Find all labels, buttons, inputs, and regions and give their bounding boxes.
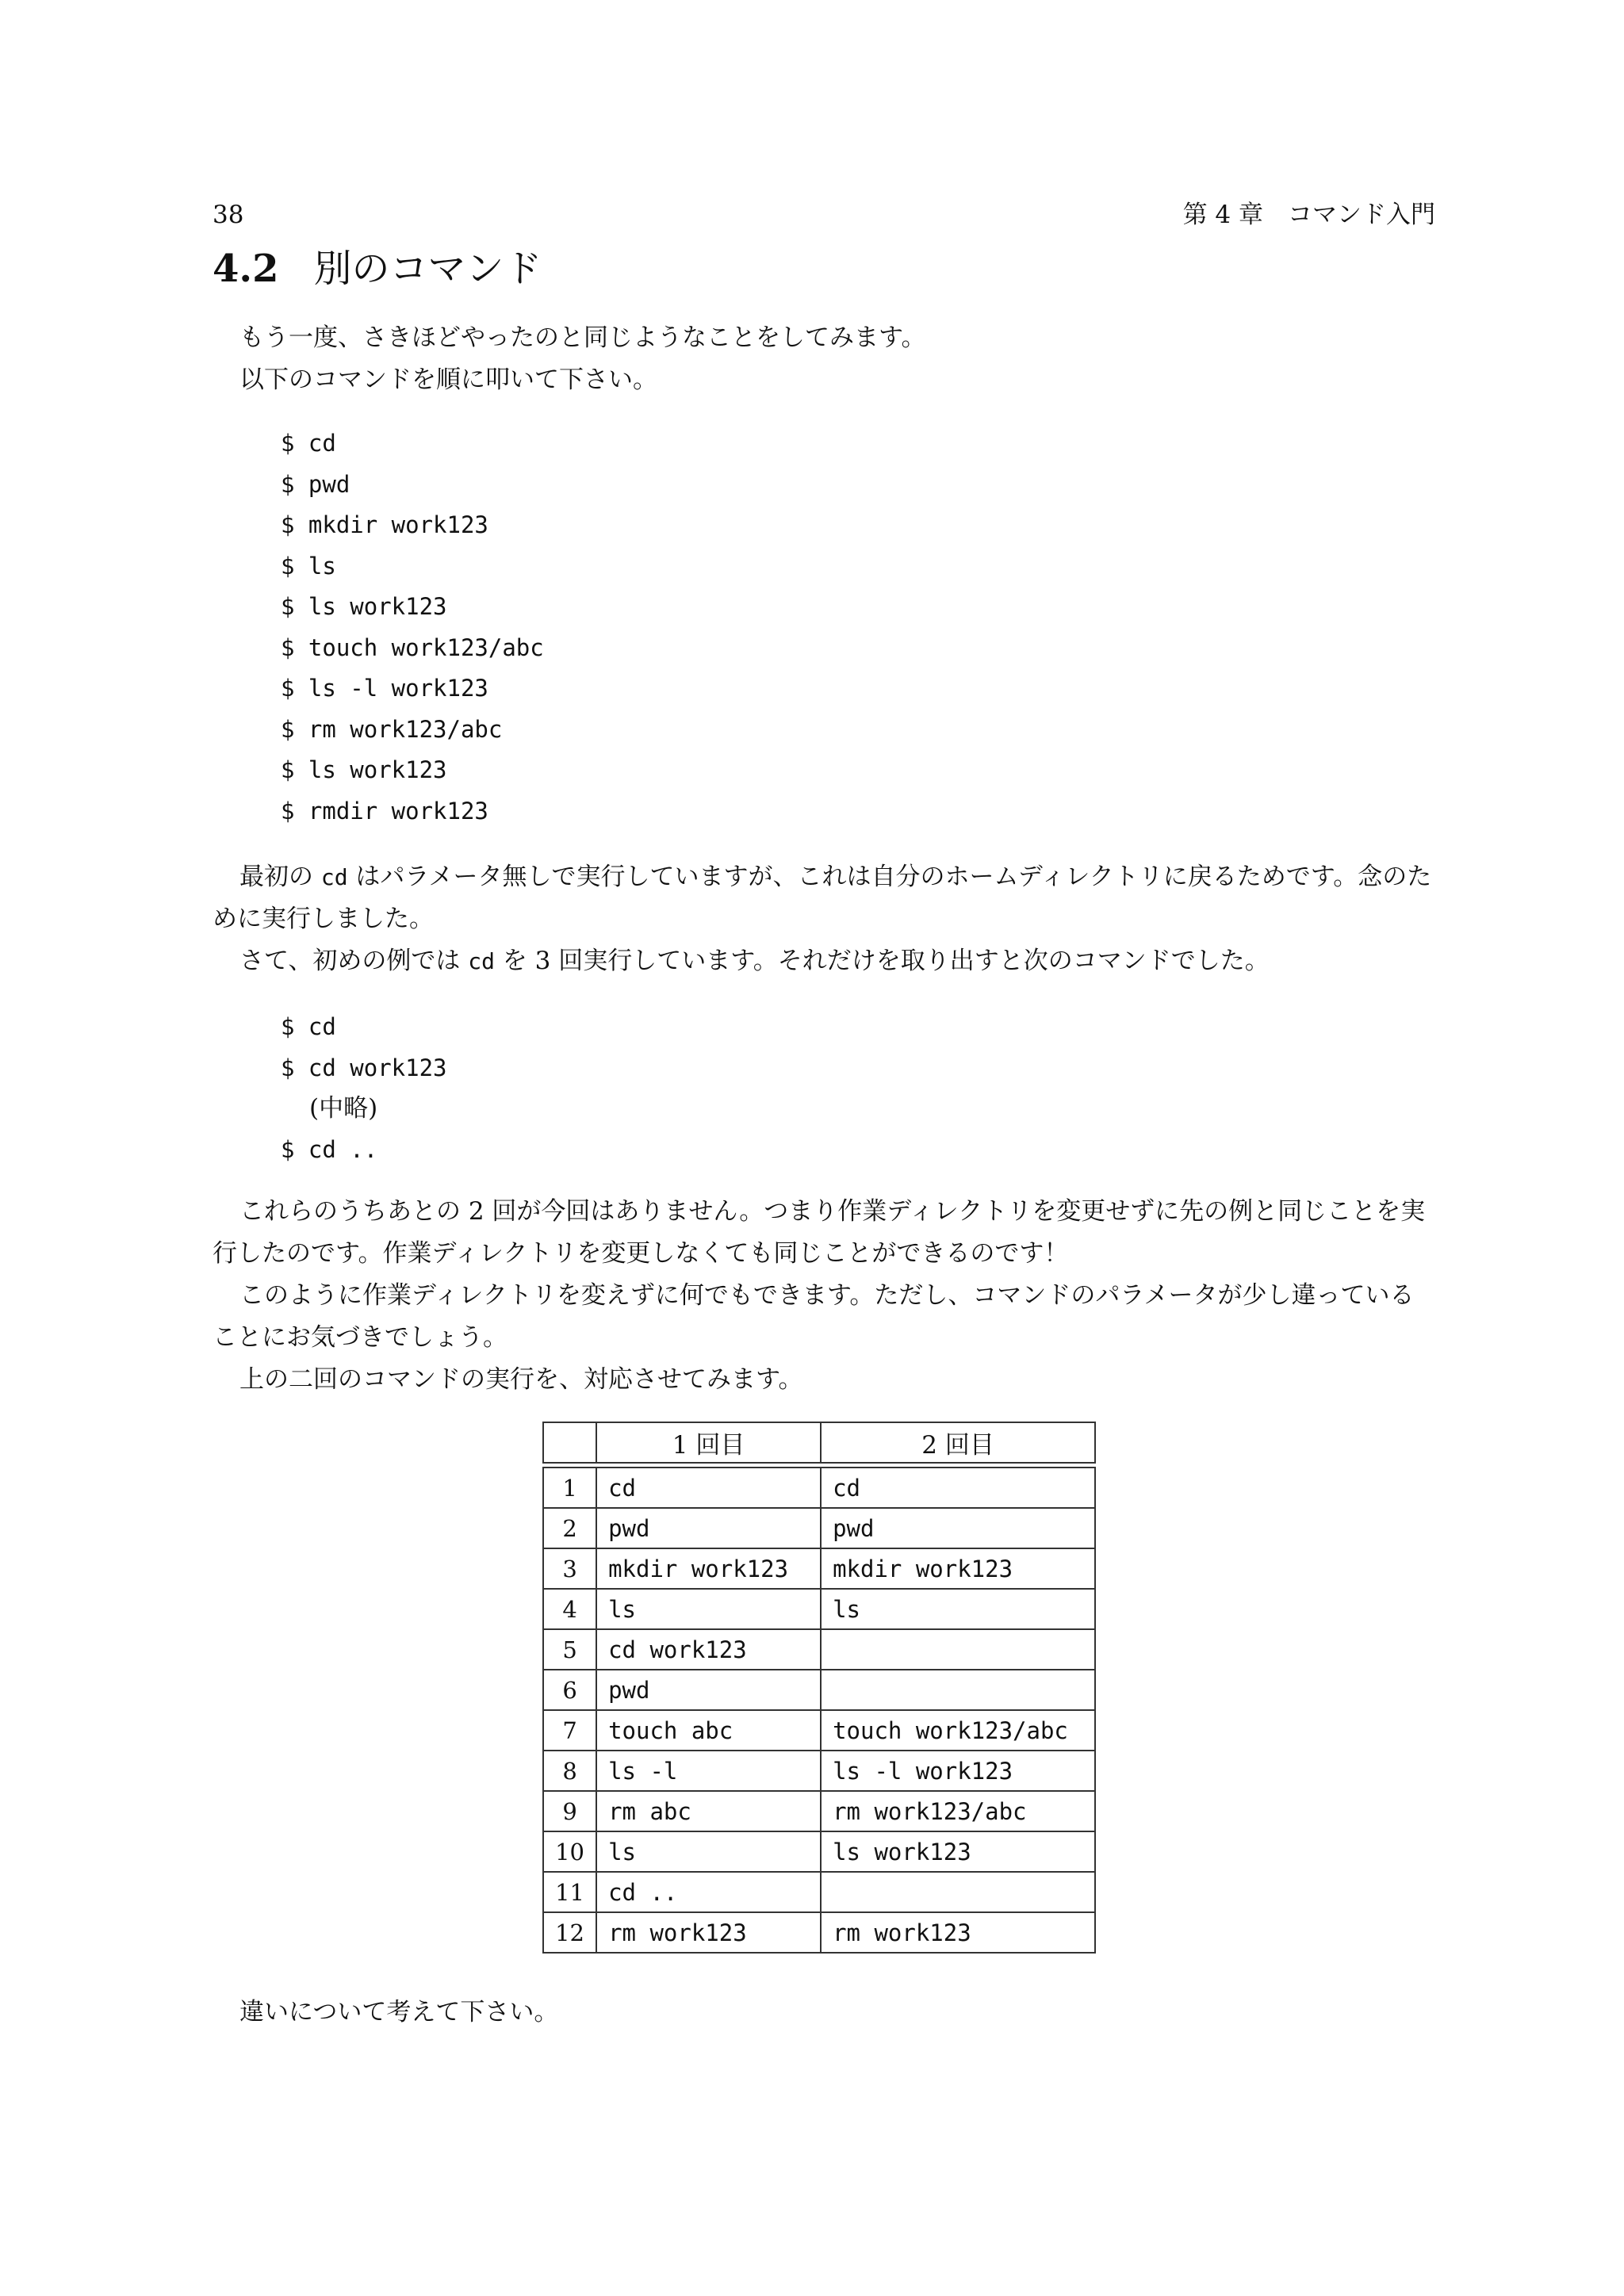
row-index: 10 (543, 1831, 596, 1872)
second-run-cell: rm work123/abc (821, 1791, 1095, 1831)
row-index: 6 (543, 1670, 596, 1710)
table-row (543, 1468, 1095, 1508)
discussion-line-3: 上の二回のコマンドの実行を、対応させてみます。 (239, 1365, 803, 1394)
table-row (543, 1831, 1095, 1872)
discussion-line-2: このように作業ディレクトリを変えずに何でもできます。ただし、コマンドのパラメータが少し違っていることにお気づきでしょう。 (213, 1281, 1415, 1352)
second-run-cell: ls work123 (821, 1831, 1095, 1872)
page-header (213, 197, 1435, 233)
table-header-cell: 1 回目 (596, 1422, 821, 1463)
comparison-table (542, 1422, 1096, 1954)
table-header-row (543, 1422, 1095, 1463)
row-index: 5 (543, 1629, 596, 1670)
first-run-cell: pwd (596, 1508, 821, 1548)
row-index: 11 (543, 1872, 596, 1912)
first-run-cell: cd work123 (596, 1629, 821, 1670)
row-index: 2 (543, 1508, 596, 1548)
second-run-cell: ls -l work123 (821, 1751, 1095, 1791)
command-line: $ pwd (281, 470, 350, 498)
page-number: 38 (213, 201, 244, 229)
command-line: $ touch work123/abc (281, 633, 544, 661)
table-row (543, 1548, 1095, 1589)
intro-paragraph (213, 317, 1435, 401)
table-header-cell: 2 回目 (821, 1422, 1095, 1463)
second-run-cell: mkdir work123 (821, 1548, 1095, 1589)
second-run-cell (821, 1629, 1095, 1670)
first-run-cell: ls (596, 1589, 821, 1629)
table-row (543, 1872, 1095, 1912)
second-run-cell: pwd (821, 1508, 1095, 1548)
table-row (543, 1629, 1095, 1670)
first-run-cell: mkdir work123 (596, 1548, 821, 1589)
first-run-cell: cd .. (596, 1872, 821, 1912)
intro-line-1: もう一度、さきほどやったのと同じようなことをしてみます。 (239, 323, 926, 352)
section-title: 別のコマンド (313, 247, 542, 291)
first-run-cell: rm work123 (596, 1912, 821, 1953)
discussion-paragraph (213, 1191, 1435, 1401)
second-run-cell: rm work123 (821, 1912, 1095, 1953)
command-list-2 (281, 1007, 447, 1170)
discussion-line-1: これらのうちあとの 2 回が今回はありません。つまり作業ディレクトリを変更せずに先の例と同じことを実行したのです。作業ディレクトリを変更しなくても同じことができるのです！ (213, 1197, 1426, 1268)
second-run-cell (821, 1872, 1095, 1912)
row-index: 9 (543, 1791, 596, 1831)
second-run-cell (821, 1670, 1095, 1710)
inline-code: cd (468, 948, 495, 974)
command-line: $ ls work123 (281, 756, 447, 783)
closing-paragraph (213, 1992, 1435, 2034)
table-row (543, 1751, 1095, 1791)
row-index: 1 (543, 1468, 596, 1508)
table-row (543, 1508, 1095, 1548)
command-list-1 (281, 423, 544, 832)
closing-line: 違いについて考えて下さい。 (239, 1998, 559, 2026)
command-line: $ ls work123 (281, 593, 447, 620)
first-run-cell: ls -l (596, 1751, 821, 1791)
table-row (543, 1589, 1095, 1629)
command-line: $ cd (281, 1013, 336, 1040)
intro-line-2: 以下のコマンドを順に叩いて下さい。 (239, 365, 657, 394)
section-heading (213, 244, 542, 293)
explanation-line-b: さて、初めの例では cd を 3 回実行しています。それだけを取り出すと次のコマンドでした。 (239, 947, 1270, 975)
command-line: $ cd work123 (281, 1054, 447, 1081)
explanation-line-a: 最初の cd はパラメータ無しで実行していますが、これは自分のホームディレクトリに戻るためです。念のために実行しました。 (213, 863, 1432, 933)
command-line: $ mkdir work123 (281, 511, 488, 538)
row-index: 3 (543, 1548, 596, 1589)
command-line: $ cd (281, 430, 336, 457)
omission-note: (中略) (309, 1094, 378, 1123)
first-run-cell: pwd (596, 1670, 821, 1710)
row-index: 8 (543, 1751, 596, 1791)
inline-code: cd (320, 864, 348, 890)
command-line: $ ls (281, 552, 336, 580)
first-run-cell: touch abc (596, 1710, 821, 1751)
command-line: $ rm work123/abc (281, 715, 503, 743)
command-line: $ rmdir work123 (281, 797, 488, 825)
second-run-cell: cd (821, 1468, 1095, 1508)
first-run-cell: ls (596, 1831, 821, 1872)
first-run-cell: rm abc (596, 1791, 821, 1831)
row-index: 4 (543, 1589, 596, 1629)
row-index: 12 (543, 1912, 596, 1953)
second-run-cell: touch work123/abc (821, 1710, 1095, 1751)
table-row (543, 1710, 1095, 1751)
running-head: 第 4 章 コマンド入門 (1182, 201, 1435, 229)
table-row (543, 1670, 1095, 1710)
table-header-cell (543, 1422, 596, 1463)
table-row (543, 1912, 1095, 1953)
command-line: $ cd .. (281, 1135, 378, 1163)
row-index: 7 (543, 1710, 596, 1751)
section-number: 4.2 (213, 247, 279, 291)
second-run-cell: ls (821, 1589, 1095, 1629)
table-row (543, 1791, 1095, 1831)
first-run-cell: cd (596, 1468, 821, 1508)
explanation-paragraph (213, 856, 1435, 982)
command-line: $ ls -l work123 (281, 675, 488, 702)
